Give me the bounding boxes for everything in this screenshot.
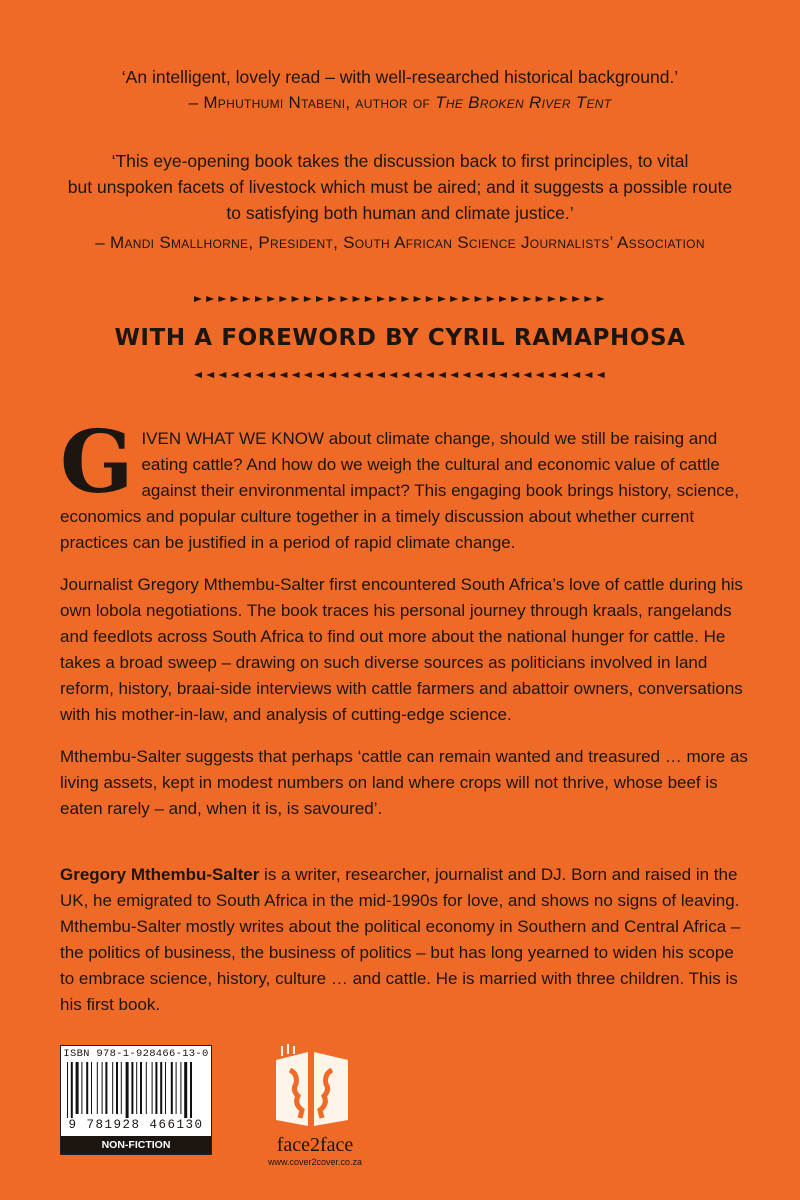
barcode-bar bbox=[71, 1062, 73, 1118]
author-name: Gregory Mthembu-Salter bbox=[60, 865, 260, 884]
triangle-ornament bbox=[292, 372, 300, 378]
triangle-ornament bbox=[365, 296, 373, 302]
triangle-ornament bbox=[279, 296, 287, 302]
foreword-heading: WITH A FOREWORD BY CYRIL RAMAPHOSA bbox=[114, 325, 686, 351]
decorative-divider-bottom bbox=[192, 370, 610, 380]
author-bio-text: is a writer, researcher, journalist and DJ. Born and raised in the UK, he emigrated to South Africa in the mid-1990s for love, and shows no signs of leaving. Mthembu-Salter mostly writes about the political economy in Southern and Central Africa – the politics of business, the business of politics – but has long yearned to widen his scope to embrace science, history, culture … and cattle. He is married with three children. This is his first book. bbox=[60, 865, 741, 1014]
triangle-ornament bbox=[584, 296, 592, 302]
triangle-ornament bbox=[548, 372, 556, 378]
triangle-ornament bbox=[450, 372, 458, 378]
triangle-ornament bbox=[450, 296, 458, 302]
barcode-bar bbox=[171, 1062, 173, 1114]
quote-2 bbox=[40, 148, 760, 256]
barcode-digits: 9 781928 466130 bbox=[68, 1118, 204, 1132]
triangle-ornament bbox=[206, 296, 214, 302]
triangle-ornament bbox=[536, 296, 544, 302]
author-bio bbox=[60, 862, 750, 1018]
barcode-bar bbox=[180, 1062, 181, 1114]
triangle-ornament bbox=[401, 372, 409, 378]
blurb-intro bbox=[60, 412, 750, 556]
barcode-bar bbox=[155, 1062, 157, 1114]
quote-2-line1: ‘This eye-opening book takes the discussion back to first principles, to vital bbox=[111, 151, 689, 171]
triangle-ornament bbox=[218, 296, 226, 302]
triangle-ornament bbox=[231, 372, 239, 378]
triangle-ornament bbox=[511, 296, 519, 302]
quote-2-line2: but unspoken facets of livestock which must be aired; and it suggests a possible route bbox=[67, 177, 733, 197]
barcode-bar bbox=[105, 1062, 107, 1114]
barcode-bar bbox=[190, 1062, 192, 1118]
blurb-paragraph-3: Mthembu-Salter suggests that perhaps ‘cattle can remain wanted and treasured … more as living assets, kept in modest numbers on land where crops will not thrive, whose beef is eaten rarely – and, when it is, is savoured’. bbox=[60, 747, 748, 818]
triangle-ornament bbox=[414, 372, 422, 378]
barcode-bar bbox=[131, 1062, 133, 1114]
publisher-url: www.cover2cover.co.za bbox=[267, 1157, 363, 1167]
triangle-ornament bbox=[414, 296, 422, 302]
triangle-ornament bbox=[316, 372, 324, 378]
quote-1-attribution bbox=[40, 90, 760, 116]
triangle-ornament bbox=[560, 296, 568, 302]
barcode-bar bbox=[146, 1062, 147, 1114]
triangle-ornament bbox=[255, 372, 263, 378]
barcode-bar bbox=[140, 1062, 142, 1114]
publisher-name: face2face bbox=[276, 1134, 354, 1156]
quote-2-line3: to satisfying both human and climate justice.’ bbox=[226, 203, 574, 223]
triangle-ornament bbox=[401, 296, 409, 302]
triangle-ornament bbox=[377, 296, 385, 302]
triangle-ornament bbox=[206, 372, 214, 378]
category-label: NON-FICTION bbox=[61, 1136, 211, 1154]
barcode-bar bbox=[97, 1062, 98, 1114]
triangle-ornament bbox=[487, 296, 495, 302]
barcode-bar bbox=[121, 1062, 122, 1114]
triangle-ornament bbox=[572, 372, 580, 378]
triangle-ornament bbox=[426, 372, 434, 378]
dropcap-letter: G bbox=[60, 412, 134, 513]
isbn-label: ISBN 978-1-928466-13-0 bbox=[63, 1048, 209, 1060]
barcode-bar bbox=[91, 1062, 92, 1114]
triangle-ornament bbox=[523, 296, 531, 302]
triangle-ornament bbox=[316, 296, 324, 302]
triangle-ornament bbox=[597, 372, 605, 378]
triangle-ornament bbox=[365, 372, 373, 378]
triangle-ornament bbox=[243, 372, 251, 378]
triangle-ornament bbox=[523, 372, 531, 378]
triangle-ornament bbox=[548, 296, 556, 302]
triangle-ornament bbox=[487, 372, 495, 378]
barcode-bar bbox=[136, 1062, 137, 1114]
triangle-ornament bbox=[597, 296, 605, 302]
triangle-ornament bbox=[194, 372, 202, 378]
triangle-ornament bbox=[304, 296, 312, 302]
triangle-ornament bbox=[499, 296, 507, 302]
triangle-ornament bbox=[267, 296, 275, 302]
barcode-bar bbox=[160, 1062, 162, 1114]
triangle-ornament bbox=[328, 372, 336, 378]
triangle-ornament bbox=[340, 296, 348, 302]
triangle-ornament bbox=[304, 372, 312, 378]
blurb-intro-text: IVEN WHAT WE KNOW about climate change, should we still be raising and eating cattle? And how do we weigh the cultural and economic value of cattle against their environmental impact? This engaging book brings history, science, economics and popular culture together in a timely discussion about whether current practices can be justified in a period of rapid climate change. bbox=[60, 429, 739, 552]
triangle-ornament bbox=[499, 372, 507, 378]
barcode-bar bbox=[112, 1062, 113, 1114]
quote-2-attribution: – Mandi Smallhorne, President, South African Science Journalists’ Association bbox=[95, 233, 705, 252]
barcode-bar bbox=[67, 1062, 68, 1118]
triangle-ornament bbox=[560, 372, 568, 378]
triangle-ornament bbox=[572, 296, 580, 302]
face2face-logo-icon bbox=[268, 1040, 358, 1132]
triangle-ornament bbox=[218, 372, 226, 378]
triangle-ornament bbox=[475, 372, 483, 378]
barcode-bar bbox=[76, 1062, 79, 1114]
triangle-ornament bbox=[511, 372, 519, 378]
quote-1 bbox=[40, 64, 760, 116]
triangle-ornament bbox=[353, 296, 361, 302]
triangle-ornament bbox=[231, 296, 239, 302]
barcode-bar bbox=[102, 1062, 103, 1114]
triangle-ornament bbox=[353, 372, 361, 378]
barcode-bar bbox=[126, 1062, 129, 1118]
barcode-bar bbox=[81, 1062, 82, 1114]
quote-1-book: The Broken River Tent bbox=[435, 93, 612, 112]
barcode-block bbox=[60, 1045, 212, 1155]
quote-1-text: ‘An intelligent, lovely read – with well-researched historical background.’ bbox=[121, 67, 679, 87]
triangle-ornament bbox=[267, 372, 275, 378]
barcode-bar bbox=[86, 1062, 88, 1114]
triangle-ornament bbox=[377, 372, 385, 378]
barcode-bar bbox=[184, 1062, 187, 1118]
triangle-ornament bbox=[438, 372, 446, 378]
triangle-ornament bbox=[536, 372, 544, 378]
barcode-bar bbox=[152, 1062, 153, 1114]
triangle-ornament bbox=[243, 296, 251, 302]
barcode-bar bbox=[116, 1062, 118, 1114]
triangle-ornament bbox=[426, 296, 434, 302]
triangle-ornament bbox=[292, 296, 300, 302]
decorative-divider-top bbox=[192, 294, 610, 304]
triangle-ornament bbox=[255, 296, 263, 302]
triangle-ornament bbox=[438, 296, 446, 302]
quote-1-author: – Mphuthumi Ntabeni, author of bbox=[188, 93, 436, 112]
barcode-bars bbox=[65, 1062, 207, 1118]
triangle-ornament bbox=[389, 372, 397, 378]
triangle-ornament bbox=[462, 372, 470, 378]
triangle-ornament bbox=[279, 372, 287, 378]
triangle-ornament bbox=[340, 372, 348, 378]
barcode-bar bbox=[176, 1062, 177, 1114]
triangle-ornament bbox=[475, 296, 483, 302]
triangle-ornament bbox=[462, 296, 470, 302]
triangle-ornament bbox=[194, 296, 202, 302]
triangle-ornament bbox=[584, 372, 592, 378]
blurb-paragraph-2: Journalist Gregory Mthembu-Salter first encountered South Africa’s love of cattle during his own lobola negotiations. The book traces his personal journey through kraals, rangelands and feedlots across South Africa to find out more about the national hunger for cattle. He takes a broad sweep – drawing on such diverse sources as politicians involved in land reform, history, braai-side interviews with cattle farmers and abattoir owners, conversations with his mother-in-law, and analysis of cutting-edge science. bbox=[60, 575, 743, 724]
triangle-ornament bbox=[328, 296, 336, 302]
triangle-ornament bbox=[389, 296, 397, 302]
barcode-bar bbox=[165, 1062, 166, 1114]
